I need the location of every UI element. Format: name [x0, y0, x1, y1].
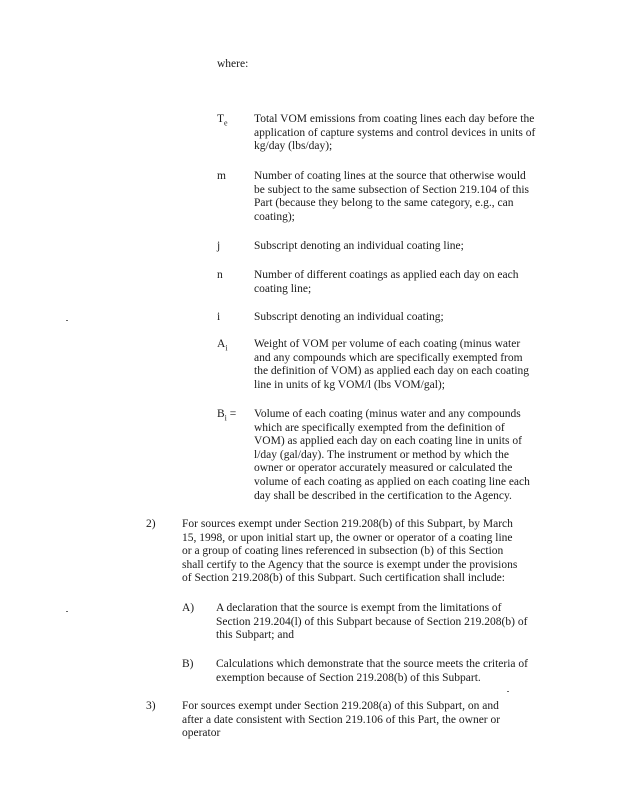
item-2-number: 2)	[146, 518, 156, 530]
symbol-n: n	[217, 269, 223, 281]
symbol-j: j	[217, 240, 221, 252]
definition-m: Number of coating lines at the source that otherwise would be subject to the same subsection of Section 219.104 of this Part (because they belong to the same category, e.g., can coating);	[254, 170, 529, 223]
scan-speck	[507, 691, 509, 692]
symbol-i: i	[217, 311, 221, 323]
symbol-te: $T_e$	[217, 113, 228, 128]
subitem-a-text: A declaration that the source is exempt from the limitations of Section 219.204(l) of this Subpart because of Section 219.208(b) of this Subpart; and	[216, 602, 528, 642]
definition-bi: Volume of each coating (minus water and any compounds which are specifically exempted from the definition of VOM) as applied each day on each coating line in units of l/day (gal/day). The instrument or method by which the owner or operator accurately measured or calculated the volume of each coating as applied on each coating line each day shall be described in the certification to the Agency.	[254, 408, 530, 502]
item-2-text: For sources exempt under Section 219.208(b) of this Subpart, by March 15, 1998, or upon initial start up, the owner or operator of a coating line or a group of coating lines referenced in subsection (b) of this Section shall certify to the Agency that the source is exempt under the provisions of Section 219.208(b) of this Subpart. Such certification shall include:	[182, 518, 518, 585]
scan-speck	[66, 320, 68, 321]
definition-j: Subscript denoting an individual coating line;	[254, 240, 464, 252]
definition-ai: Weight of VOM per volume of each coating (minus water and any compounds which are specifically exempted from the definition of VOM) as applied each day on each coating line in units of kg VOM/l (lbs VOM/gal);	[254, 338, 530, 391]
item-3-number: 3)	[146, 700, 156, 712]
scan-speck	[66, 611, 68, 612]
symbol-m: m	[217, 170, 226, 182]
definition-te: Total VOM emissions from coating lines each day before the application of capture systems and control devices in units of kg/day (lbs/day);	[254, 113, 536, 153]
definition-i: Subscript denoting an individual coating;	[254, 311, 444, 323]
item-3-text: For sources exempt under Section 219.208(a) of this Subpart, on and after a date consistent with Section 219.106 of this Part, the owner or operator	[182, 700, 501, 740]
subitem-b-text: Calculations which demonstrate that the source meets the criteria of exemption because of Section 219.208(b) of this Subpart.	[216, 658, 528, 684]
where-label: where:	[217, 58, 249, 70]
subitem-a-letter: A)	[182, 602, 195, 614]
symbol-ai: $A_i$	[217, 338, 228, 353]
definition-n: Number of different coatings as applied each day on each coating line;	[254, 269, 519, 295]
subitem-b-letter: B)	[182, 658, 194, 670]
symbol-bi: $B_i$ =	[217, 408, 237, 423]
